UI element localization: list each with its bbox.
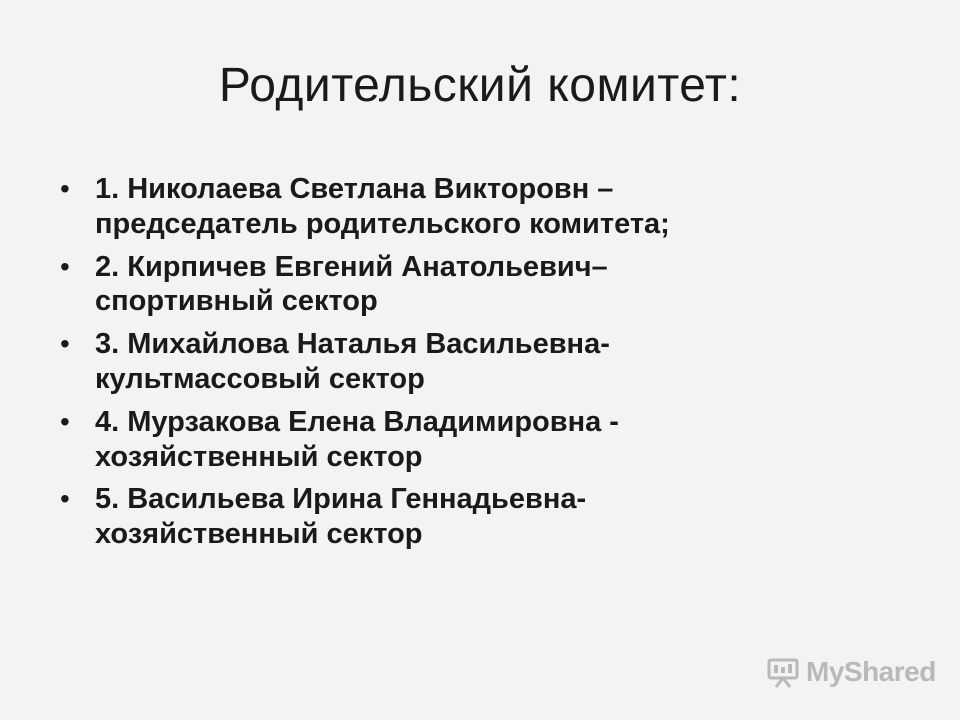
watermark-text: MyShared (806, 656, 936, 687)
bullet-icon: • (60, 173, 70, 204)
list-item (60, 172, 920, 242)
list-item-line2: председатель родительского комитета; (95, 207, 670, 240)
list-item-line2: хозяйственный сектор (95, 440, 423, 473)
list-item (60, 327, 920, 397)
list-item-line1: 2. Кирпичев Евгений Анатольевич– (95, 250, 608, 283)
list-item-line2: спортивный сектор (95, 285, 378, 318)
projector-screen-icon (766, 655, 800, 689)
list-item (60, 482, 920, 552)
list-item (60, 250, 920, 320)
bullet-icon: • (60, 483, 70, 515)
bullet-icon: • (60, 405, 70, 437)
list-item-line2: хозяйственный сектор (95, 518, 423, 551)
slide-title: Родительский комитет: (218, 59, 742, 112)
list-item-line1: 3. Михайлова Наталья Васильевна- (95, 328, 610, 361)
bullet-icon: • (60, 328, 70, 360)
member-list (60, 172, 920, 560)
mysharedwatermark (766, 652, 936, 692)
list-item (60, 405, 920, 475)
list-item-line1: 1. Николаева Светлана Викторовн – (95, 173, 614, 205)
list-item-line2: культмассовый сектор (95, 362, 425, 395)
list-item-line1: 4. Мурзакова Елена Владимировна - (95, 405, 619, 438)
list-item-line1: 5. Васильева Ирина Геннадьевна- (95, 483, 587, 516)
bullet-icon: • (60, 250, 70, 282)
